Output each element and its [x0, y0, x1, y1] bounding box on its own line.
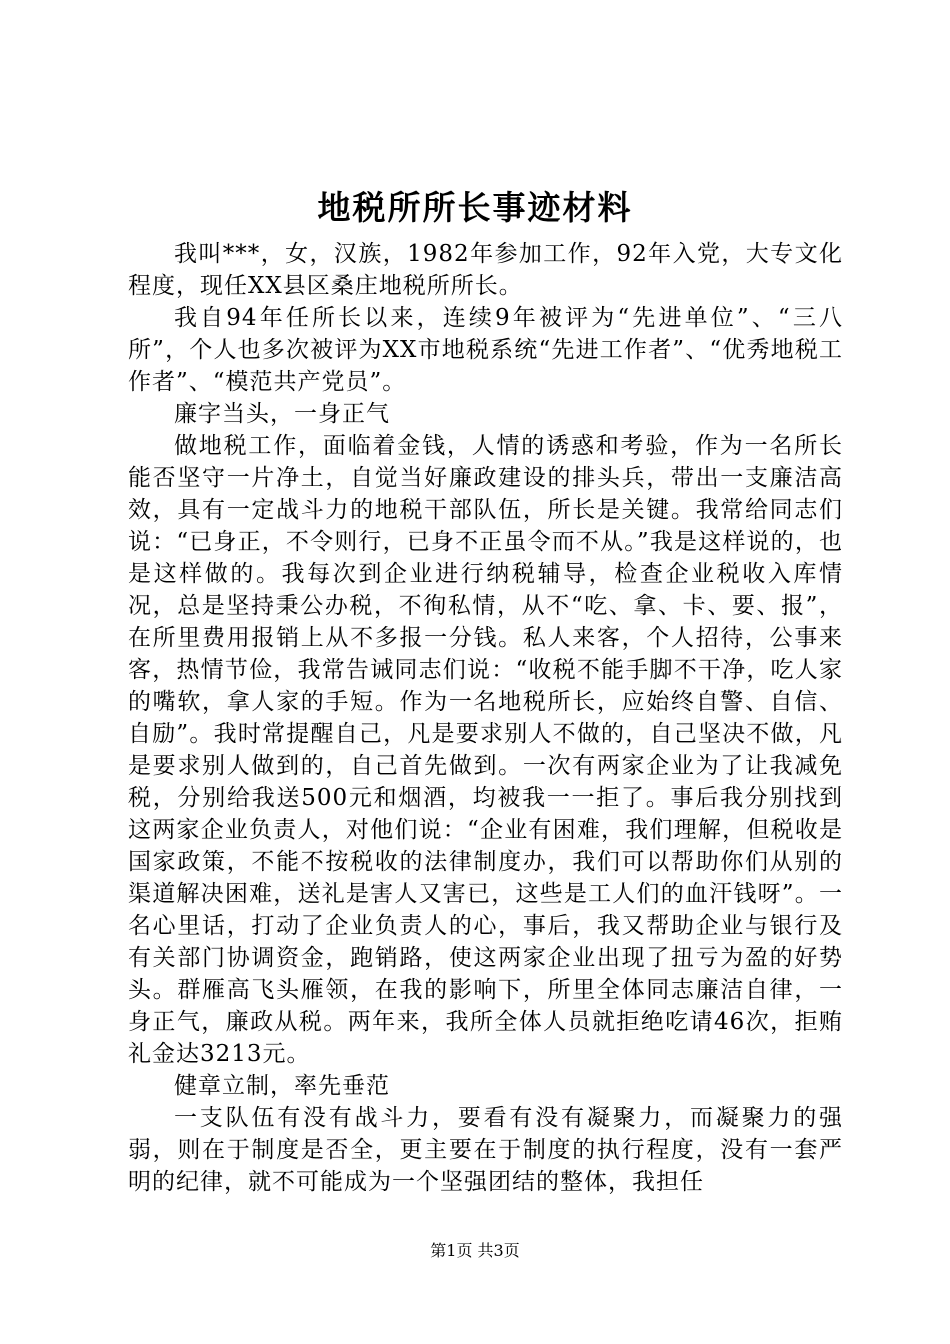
document-body — [128, 238, 843, 1198]
section-heading-rules: 健章立制，率先垂范 — [174, 1073, 390, 1099]
paragraph-honors: 我自94年任所长以来，连续9年被评为“先进单位”、“三八所”，个人也多次被评为XX市地税系统“先进工作者”、“优秀地税工作者”、“模范共产党员”。 — [128, 305, 843, 395]
paragraph-rules: 一支队伍有没有战斗力，要看有没有凝聚力，而凝聚力的强弱，则在于制度是否全，更主要在于制度的执行程度，没有一套严明的纪律，就不可能成为一个坚强团结的整体，我担任 — [128, 1105, 843, 1195]
page-total: 共3页 — [477, 1241, 520, 1260]
document-title: 地税所所长事迹材料 — [317, 188, 633, 227]
section-heading-integrity: 廉字当头，一身正气 — [174, 401, 390, 427]
paragraph-integrity: 做地税工作，面临着金钱，人情的诱惑和考验，作为一名所长能否坚守一片净土，自觉当好廉政建设的排头兵，带出一支廉洁高效，具有一定战斗力的地税干部队伍，所长是关键。我常给同志们说：“已身正，不令则行，已身不正虽令而不从。”我是这样说的，也是这样做的。我每次到企业进行纳税辅导，检查企业税收入库情况，总是坚持秉公办税，不徇私情，从不“吃、拿、卡、要、报”，在所里费用报销上从不多报一分钱。私人来客，个人招待，公事来客，热情节俭，我常告诫同志们说：“收税不能手脚不干净，吃人家的嘴软，拿人家的手短。作为一名地税所长，应始终自警、自信、自励”。我时常提醒自己，凡是要求别人不做的，自己坚决不做，凡是要求别人做到的，自己首先做到。一次有两家企业为了让我减免税，分别给我送500元和烟酒，均被我一一拒了。事后我分别找到这两家企业负责人，对他们说：“企业有困难，我们理解，但税收是国家政策，不能不按税收的法律制度办，我们可以帮助你们从别的渠道解决困难，送礼是害人又害已，这些是工人们的血汗钱呀”。一名心里话，打动了企业负责人的心，事后，我又帮助企业与银行及有关部门协调资金，跑销路，使这两家企业出现了扭亏为盈的好势头。群雁高飞头雁领，在我的影响下，所里全体同志廉洁自律，一身正气，廉政从税。两年来，我所全体人员就拒绝吃请46次，拒贿礼金达3213元。 — [128, 433, 843, 1067]
paragraph-intro: 我叫***，女，汉族，1982年参加工作，92年入党，大专文化程度，现任XX县区桑庄地税所所长。 — [128, 241, 843, 299]
page-number: 第1页 — [430, 1241, 473, 1260]
page-footer — [0, 1240, 950, 1262]
